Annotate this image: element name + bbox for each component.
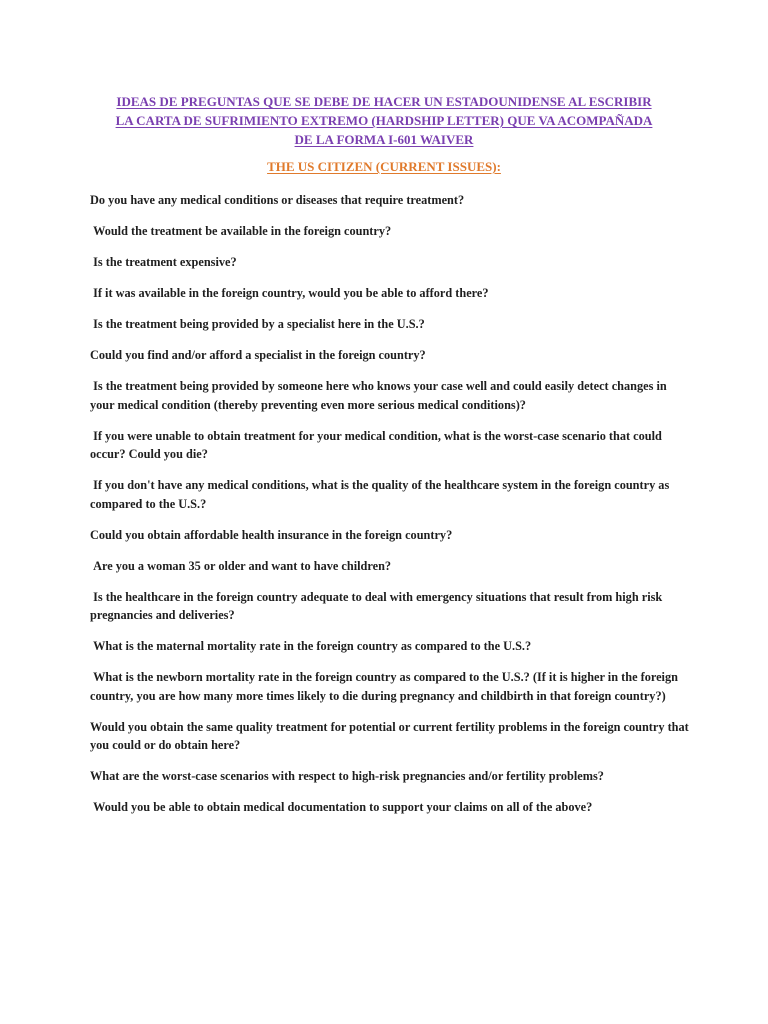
document-title [60,92,708,149]
question-item: What is the newborn mortality rate in the foreign country as compared to the U.S.? (If it is higher in the foreign country, you are how many more times likely to die during pregnancy and childbirth in that foreign country?) [90,670,682,703]
title-line-3: DE LA FORMA I-601 WAIVER [294,132,474,147]
question-item: Could you find and/or afford a specialist in the foreign country? [90,348,426,362]
title-line-1: IDEAS DE PREGUNTAS QUE SE DEBE DE HACER UN ESTADOUNIDENSE AL ESCRIBIR [116,94,652,109]
question-item: Could you obtain affordable health insurance in the foreign country? [90,527,453,542]
question-item: What are the worst-case scenarios with respect to high-risk pregnancies and/or fertility problems? [90,769,604,783]
section-heading: THE US CITIZEN (CURRENT ISSUES): [267,159,501,174]
question-item: If you don't have any medical conditions, what is the quality of the healthcare system in the foreign country as compared to the U.S.? [90,478,673,511]
question-item: Is the treatment expensive? [90,255,237,269]
title-line-2: LA CARTA DE SUFRIMIENTO EXTREMO (HARDSHIP LETTER) QUE VA ACOMPAÑADA [115,113,653,128]
question-list [90,191,690,829]
question-item: Is the treatment being provided by someone here who knows your case well and could easily detect changes in your medical condition (thereby preventing even more serious medical conditions)? [90,379,670,412]
question-item: Are you a woman 35 or older and want to have children? [90,558,392,573]
question-item: Would you obtain the same quality treatment for potential or current fertility problems in the foreign country that you could or do obtain here? [90,719,692,752]
question-item: If it was available in the foreign country, would you be able to afford there? [90,286,489,300]
question-item: If you were unable to obtain treatment for your medical condition, what is the worst-case scenario that could occur? Could you die? [90,428,665,461]
question-item: Would you be able to obtain medical documentation to support your claims on all of the above? [90,800,593,814]
question-item: Is the healthcare in the foreign country adequate to deal with emergency situations that result from high risk pregnancies and deliveries? [90,589,666,622]
question-item: Is the treatment being provided by a specialist here in the U.S.? [90,317,425,331]
question-item: Do you have any medical conditions or diseases that require treatment? [90,193,465,207]
question-item: Would the treatment be available in the foreign country? [90,224,392,238]
question-item: What is the maternal mortality rate in the foreign country as compared to the U.S.? [90,639,532,653]
